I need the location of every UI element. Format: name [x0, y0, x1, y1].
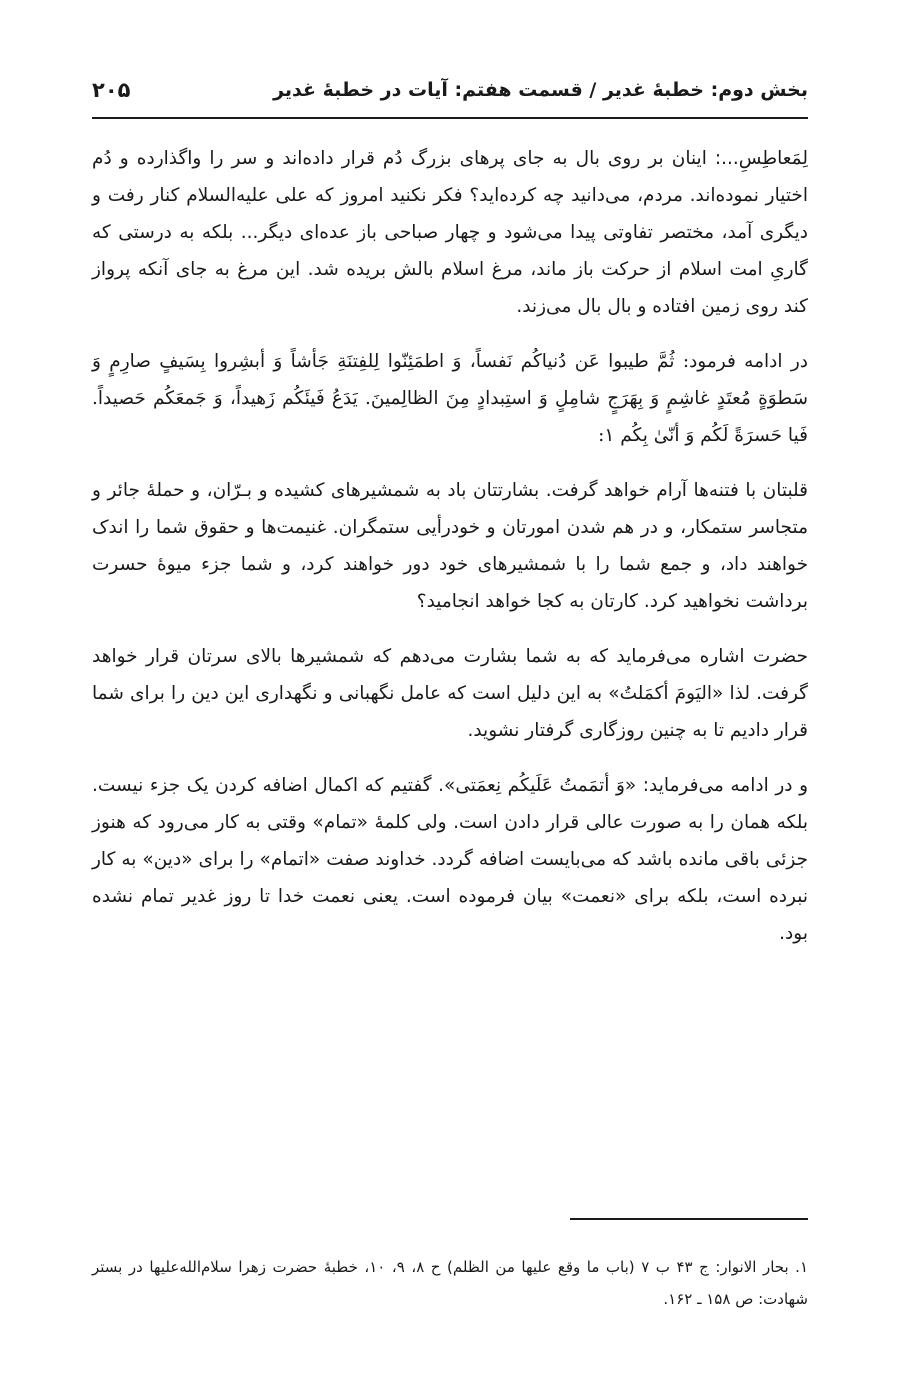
paragraph-1: لِمَعاطِسِ...: اینان بر روی بال به جای پرهای بزرگ دُم قرار داده‌اند و سر را واگذارده و دُم اختیار نموده‌اند. مردم، می‌دانید چه کرده‌اید؟ فکر نکنید امروز که علی علیه‌السلام کنار رفت و دیگری آمد، مختصر تفاوتی پیدا می‌شود و چهار صباحی باز عده‌ای دیگر... بلکه به درستی که گاریِ امت اسلام از حرکت باز ماند، مرغ اسلام بالش بریده شد. این مرغ به جای آنکه پرواز کند روی زمین افتاده و بال بال می‌زند.	[92, 148, 808, 317]
paragraph-5: و در ادامه می‌فرماید: «وَ أتمَمتُ عَلَیکُم نِعمَتی». گفتیم که اکمال اضافه کردن یک جزء نیست. بلکه همان را به صورت عالی قرار دادن است. ولی کلمهٔ «تمام» وقتی به کار می‌رود که هنوز جزئی باقی مانده باشد که می‌بایست اضافه گردد. خداوند صفت «اتمام» را برای «دین» به کار نبرده است، بلکه برای «نعمت» بیان فرموده است. یعنی نعمت خدا تا روز غدیر تمام نشده بود.	[92, 775, 808, 944]
paragraph-2-sermon-quote: در ادامه فرمود: ثُمَّ طیبوا عَن دُنیاکُم نَفساً، وَ اطمَئِنّوا لِلفِتنَةِ جَأشاً وَ أبشِروا بِسَیفٍ صارِمٍ وَ سَطوَةٍ مُعتَدٍ غاشِمٍ وَ بِهَرَجٍ شامِلٍ وَ استِبدادٍ مِنَ الظالِمینَ. یَدَعُ فَیئَکُم زَهیداً، وَ جَمعَکُم حَصیداً. فَیا حَسرَةً لَکُم وَ أنّیٰ بِکُم ۱:	[92, 351, 808, 446]
paragraph-4: حضرت اشاره می‌فرماید که به شما بشارت می‌دهم که شمشیرها بالای سرتان قرار خواهد گرفت. لذا «الیَومَ أکمَلتُ» به این دلیل است که عامل نگهبانی و نگهداری این دین را برای شما قرار دادیم تا به چنین روزگاری گرفتار نشوید.	[92, 646, 808, 741]
book-page	[92, 0, 808, 1390]
running-header	[92, 72, 808, 108]
footnote: ۱. بحار الانوار: ج ۴۳ ب ۷ (باب ما وقع علیها من الظلم) ح ۸، ۹، ۱۰، خطبهٔ حضرت زهرا سلام‌الله‌علیها در بستر شهادت: ص ۱۵۸ ـ ۱۶۲.	[92, 1258, 809, 1308]
page-number: ۲۰۵	[92, 78, 131, 102]
page-body	[92, 140, 808, 970]
paragraph-3: قلبتان با فتنه‌ها آرام خواهد گرفت. بشارتتان باد به شمشیرهای کشیده و بـرّان، و حملهٔ جائر و متجاسر ستمکار، و در هم شدن امورتان و خودرأیی ستمگران. غنیمت‌ها و حقوق شما را اندک خواهند داد، و جمع شما را با شمشیرهای خود دور خواهند کرد، و شما جزء میوهٔ حسرت برداشت نخواهید کرد. کارتان به کجا خواهد انجامید؟	[92, 480, 808, 612]
header-divider	[92, 117, 808, 119]
chapter-title: بخش دوم: خطبهٔ غدیر / قسمت هفتم: آیات در خطبهٔ غدیر	[273, 79, 808, 101]
footnote-divider	[570, 1218, 808, 1220]
